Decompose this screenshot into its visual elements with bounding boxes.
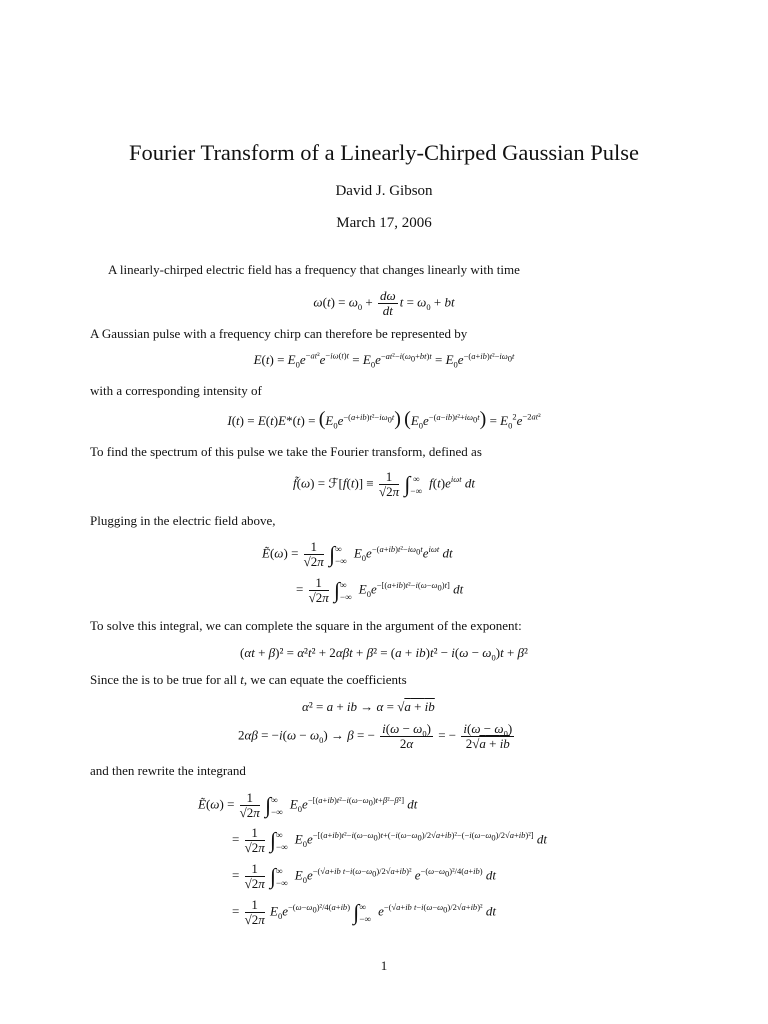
equation-8b: = $\frac{1}{√2\pi}$ ∫ ∞ −∞ $E_0e^{-[(a+ib)t^2-i(\omega-\omega_0)t+(-i(\omega-\omega_0)/2√a+ib)^2-(-i(\omega-\omega_0)/2√a+ib)^2]}$ dt [232, 825, 547, 855]
paragraph-3: with a corresponding intensity of [90, 383, 262, 398]
equation-7a: α² = a + ib → α = √a + ib [302, 699, 435, 714]
equation-8a: Ẽ(ω) = $\frac{1}{√2\pi}$ ∫ ∞ −∞ $E_0e^{-[(a+ib)t^2-i(\omega-\omega_0)t+\beta^2-\beta^2]}$ dt [198, 790, 418, 820]
paper-author: David J. Gibson [335, 183, 433, 199]
paper-title: Fourier Transform of a Linearly-Chirped Gaussian Pulse [129, 140, 639, 165]
paragraph-1: A linearly-chirped electric field has a frequency that changes linearly with time [108, 262, 520, 277]
paper-date: March 17, 2006 [336, 215, 432, 231]
paragraph-7: Since the is to be true for all t, we can equate the coefficients [90, 672, 407, 687]
equation-2: $E(t) = E_0e^{-at^2}e^{-i\omega(t)t} = E_0e^{-at^2-i(\omega_0+bt)t} = E_0e^{-(a+ib)t^2-i\omega_0t}$ [253, 350, 515, 370]
paragraph-4: To find the spectrum of this pulse we take the Fourier transform, defined as [90, 444, 482, 459]
equation-3: $I(t) = E(t)E*(t) = (E_0e^{-(a+ib)t^2-i\omega_0t}) (E_0e^{-(a-ib)t^2+i\omega_0t}) = E_0^2e^{-2at^2}$ [227, 408, 541, 431]
paragraph-8: and then rewrite the integrand [90, 763, 246, 778]
equation-5b: = $\frac{1}{√2\pi}$ ∫ ∞ −∞ $E_0e^{-[(a+ib)t^2-i(\omega-\omega_0)t]}$ dt [296, 575, 464, 605]
equation-7b: $2\alpha\beta = -i(\omega - \omega_0) \to \beta$ = − $\frac{i(\omega - \omega_0)}{2\alpha}$ = − $\frac{i(\omega - \omega_0)}{2√a + ib}$ [238, 721, 513, 751]
paragraph-5: Plugging in the electric field above, [90, 513, 276, 528]
equation-5a: Ẽ(ω) = $\frac{1}{√2\pi}$ ∫ ∞ −∞ $E_0e^{-(a+ib)t^2-i\omega_0t}e^{i\omega t}$ dt [262, 539, 453, 569]
paragraph-6: To solve this integral, we can complete the square in the argument of the exponent: [90, 618, 522, 633]
equation-1: $\omega(t) = \omega_0$ + $\frac{d\omega}{dt}$ $t = \omega_0$ + bt [313, 288, 455, 318]
page-number: 1 [380, 958, 388, 973]
equation-8d: = $\frac{1}{√2\pi}$ $E_0e^{-(\omega-\omega_0)^2/4(a+ib)}$ ∫ ∞ −∞ $e^{-(√a+ib t-i(\omega-\omega_0)/2√a+ib)^2}$ dt [232, 897, 496, 927]
equation-6: $(\alpha t + \beta)^2 = \alpha^2t^2 + 2\alpha\beta t + \beta^2 = (a + ib)t^2 - i(\omega - \omega_0)t + \beta^2$ [240, 645, 528, 663]
paragraph-2: A Gaussian pulse with a frequency chirp can therefore be represented by [90, 326, 468, 341]
equation-4: f̃(ω) = ℱ[f(t)] ≡ $\frac{1}{√2\pi}$ ∫ ∞ −∞ $f(t)e^{i\omega t}$ dt [293, 469, 475, 499]
equation-8c: = $\frac{1}{√2\pi}$ ∫ ∞ −∞ $E_0e^{-(√a+ib t-i(\omega-\omega_0)/2√a+ib)^2}$ $e^{-(\omega-\omega_0)^2/4(a+ib)}$ dt [232, 861, 496, 891]
